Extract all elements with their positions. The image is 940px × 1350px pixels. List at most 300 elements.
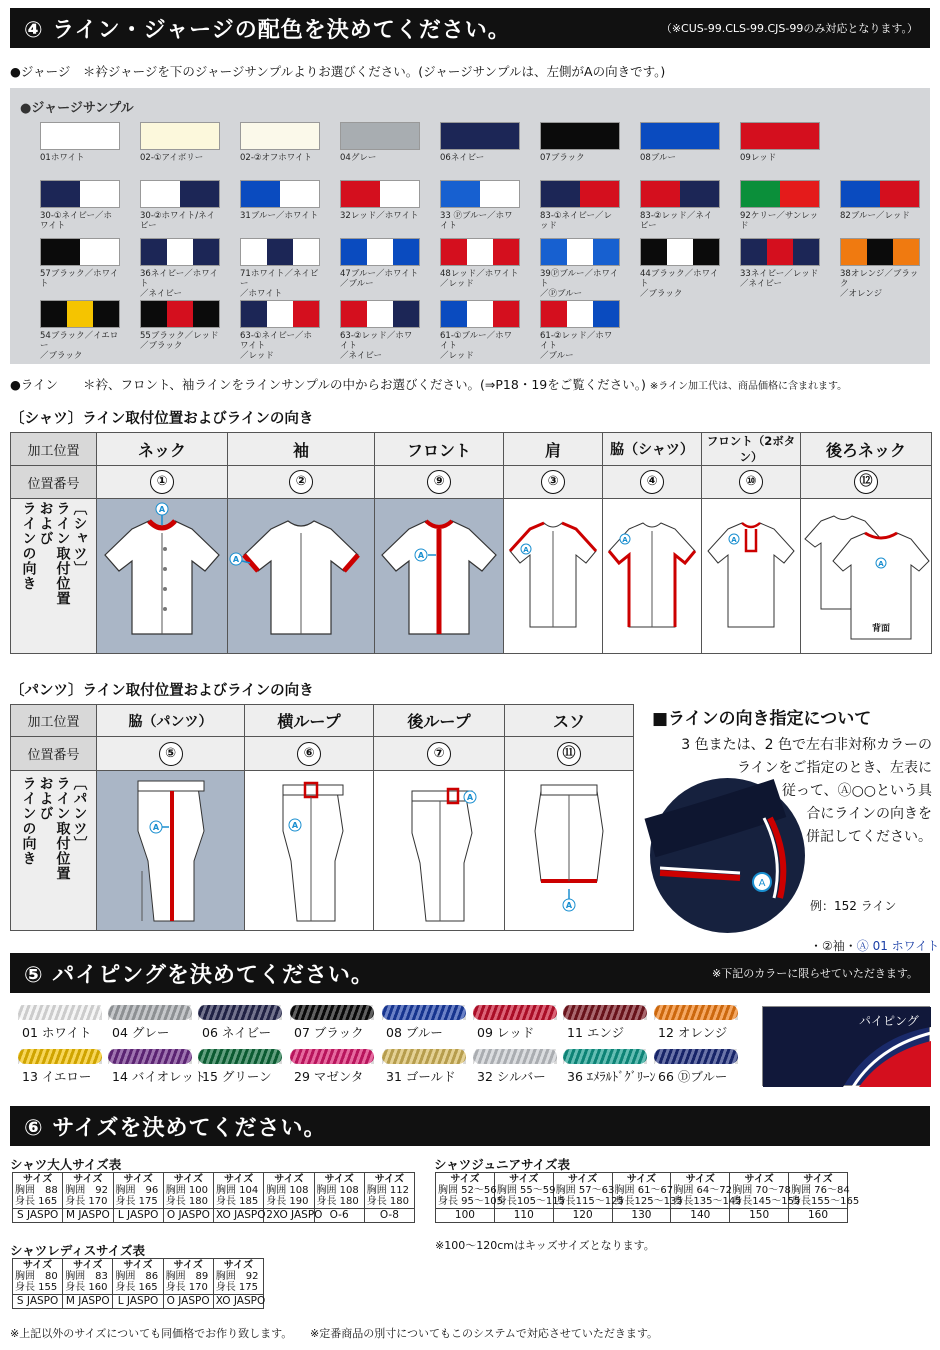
jersey-swatch[interactable] xyxy=(640,122,720,163)
section5-title: ⑤ パイピングを決めてください。 xyxy=(24,962,374,988)
size-chest: 胸囲 61～67 xyxy=(614,1185,674,1196)
piping-label: 14 バイオレット xyxy=(112,1069,207,1084)
pants-backloop-illustration xyxy=(374,771,505,931)
size-chest: 胸囲 57～63 xyxy=(555,1185,615,1196)
jersey-swatch-stripe xyxy=(241,123,319,149)
size-heading: サイズ xyxy=(73,1260,103,1271)
jersey-swatch-color xyxy=(340,122,420,150)
size-code[interactable]: L JASPO xyxy=(113,1295,163,1309)
shirt-h1: 加工位置 xyxy=(11,433,97,466)
pants-num-2 xyxy=(374,737,505,771)
piping-rope xyxy=(473,1049,557,1064)
jersey-swatch-stripe xyxy=(541,239,567,265)
size-heading: サイズ xyxy=(123,1260,153,1271)
piping-option[interactable] xyxy=(290,1049,374,1085)
piping-rope xyxy=(563,1005,647,1020)
size-chest: 胸囲 89 xyxy=(165,1271,209,1282)
jersey-swatch-color xyxy=(740,180,820,208)
jersey-swatch-color xyxy=(840,180,920,208)
back-label: 背面 xyxy=(871,624,891,634)
shirt-col-3: 肩 xyxy=(504,433,603,466)
jersey-swatch-stripe xyxy=(841,181,880,207)
jersey-swatch[interactable] xyxy=(40,180,120,231)
jersey-swatch-color xyxy=(740,122,820,150)
jersey-swatch[interactable] xyxy=(540,300,620,361)
svg-text:A: A xyxy=(523,546,529,554)
jersey-swatch-label: 31ブルー／ホワイト xyxy=(240,211,319,221)
piping-rope xyxy=(654,1049,738,1064)
jersey-swatch-label: 83‐②レッド／ネイビー xyxy=(640,211,713,231)
shirt-side-text: 〔シャツ〕 ライン取付位置 および ラインの向き xyxy=(20,501,88,606)
jersey-swatch-stripe xyxy=(893,239,919,265)
size-heading: サイズ xyxy=(173,1174,203,1185)
shirt-col-1: 袖 xyxy=(228,433,375,466)
svg-text:A: A xyxy=(466,793,474,802)
shirt-col-2: フロント xyxy=(375,433,504,466)
jersey-swatch-color xyxy=(140,238,220,266)
piping-label: 32 シルバー xyxy=(477,1069,546,1084)
jersey-swatch[interactable] xyxy=(440,300,520,361)
jersey-swatch-stripe xyxy=(267,301,293,327)
line-note: ※ライン加工代は、商品価格に含まれます。 xyxy=(649,381,848,392)
size-heading: サイズ xyxy=(568,1174,598,1185)
jersey-swatch-color xyxy=(440,180,520,208)
jersey-swatch-stripe xyxy=(867,239,893,265)
piping-label: 15 グリーン xyxy=(202,1069,272,1084)
jersey-swatch-color xyxy=(540,122,620,150)
svg-text:A: A xyxy=(417,551,425,560)
size-code[interactable]: O JASPO xyxy=(163,1295,213,1309)
jersey-swatch-label: 02‐①アイボリー xyxy=(140,153,204,163)
piping-label: 36 ｴﾒﾗﾙﾄﾞｸﾞﾘｰﾝ xyxy=(567,1069,656,1084)
jersey-swatch[interactable] xyxy=(840,180,920,221)
jersey-swatch-stripe xyxy=(380,181,419,207)
shirt-col-4: 脇（シャツ） xyxy=(603,433,702,466)
size-height: 身長 180 xyxy=(366,1196,410,1207)
pants-num-3-text: ⑪ xyxy=(557,742,581,766)
size-code[interactable]: 120 xyxy=(553,1209,612,1223)
piping-option[interactable] xyxy=(473,1049,557,1085)
size-code[interactable]: 130 xyxy=(612,1209,671,1223)
shirt-neck-illustration xyxy=(97,499,228,654)
pants-side-label xyxy=(11,771,97,931)
size-heading: サイズ xyxy=(223,1260,253,1271)
jersey-swatch-stripe xyxy=(41,181,80,207)
jersey-swatch-stripe xyxy=(641,239,667,265)
jersey-swatch[interactable] xyxy=(740,180,820,231)
size-height: 身長155～165 xyxy=(791,1196,860,1207)
jersey-swatch-label: 61‐②レッド／ホワイト ／ブルー xyxy=(540,331,613,361)
jersey-swatch-color xyxy=(40,180,120,208)
jersey-swatch[interactable] xyxy=(440,122,520,163)
shirt-num-5 xyxy=(702,466,801,499)
shirt-col-5: フロント（2ボタン） xyxy=(702,433,801,466)
jersey-swatch[interactable] xyxy=(240,122,320,163)
pants-col-2: 後ループ xyxy=(374,705,505,737)
shirt-num-0-text: ① xyxy=(150,470,174,494)
footnote-1: ※上記以外のサイズについても同価格でお作り致します。 xyxy=(10,1327,293,1340)
jersey-swatch-color xyxy=(140,300,220,328)
jersey-swatch-stripe xyxy=(141,181,180,207)
jersey-swatch-stripe xyxy=(741,239,767,265)
jersey-swatch-label: 63‐①ネイビー／ホワイト ／レッド xyxy=(240,331,312,361)
pants-num-1 xyxy=(245,737,374,771)
jersey-swatch-stripe xyxy=(667,239,693,265)
jersey-swatch-stripe xyxy=(441,301,467,327)
size-cell xyxy=(213,1259,263,1295)
jersey-swatch-color xyxy=(440,238,520,266)
size-cell xyxy=(13,1259,63,1295)
jersey-swatch[interactable] xyxy=(840,238,920,299)
jersey-swatch[interactable] xyxy=(240,300,320,361)
jersey-swatch[interactable] xyxy=(40,122,120,163)
size-cell xyxy=(494,1173,566,1209)
pants-position-table xyxy=(10,704,634,931)
pants-col-3: スソ xyxy=(505,705,634,737)
piping-rope xyxy=(18,1049,102,1064)
svg-text:A: A xyxy=(152,823,159,832)
jersey-swatch[interactable] xyxy=(540,180,620,231)
size-code[interactable]: M JASPO xyxy=(63,1209,113,1223)
shirt-shoulder-illustration xyxy=(504,499,603,654)
piping-label: 66 Ⓓブルー xyxy=(658,1069,728,1084)
size-cell xyxy=(553,1173,624,1209)
jersey-swatch-stripe xyxy=(280,181,319,207)
piping-option[interactable] xyxy=(563,1005,647,1041)
jersey-swatch-color xyxy=(40,238,120,266)
piping-rope xyxy=(654,1005,738,1020)
jersey-swatch[interactable] xyxy=(740,238,820,289)
adult-size-title: シャツ大人サイズ表 xyxy=(10,1157,122,1172)
piping-rope xyxy=(108,1005,192,1020)
shirt-position-table xyxy=(10,432,932,654)
jersey-swatch[interactable] xyxy=(640,238,720,299)
svg-text:A: A xyxy=(291,821,299,830)
jersey-swatch-color xyxy=(740,238,820,266)
jersey-swatch[interactable] xyxy=(440,238,520,289)
jersey-swatch-stripe xyxy=(793,239,819,265)
size-cell xyxy=(612,1173,683,1209)
size-code[interactable]: 110 xyxy=(494,1209,553,1223)
piping-label: 31 ゴールド xyxy=(386,1069,456,1084)
size-height: 身長 190 xyxy=(266,1196,309,1207)
jersey-swatch-color xyxy=(540,238,620,266)
pants-num-0-text: ⑤ xyxy=(159,742,183,766)
piping-option[interactable] xyxy=(18,1049,102,1085)
piping-option[interactable] xyxy=(473,1005,557,1041)
size-chest: 胸囲 55～59 xyxy=(496,1185,556,1196)
size-height: 身長135～145 xyxy=(673,1196,742,1207)
piping-rope xyxy=(198,1049,282,1064)
size-code[interactable]: O JASPO xyxy=(163,1209,213,1223)
jersey-swatch-label: 55ブラック／レッド ／ブラック xyxy=(140,331,219,351)
jersey-swatch-color xyxy=(340,300,420,328)
svg-text:A: A xyxy=(158,505,166,514)
jersey-swatch-label: 33 Ⓟブルー／ホワイト xyxy=(440,211,513,231)
size-cell xyxy=(113,1173,163,1209)
size-cell xyxy=(314,1173,364,1209)
pants-num-0 xyxy=(97,737,245,771)
jersey-swatch-label: 04グレー xyxy=(340,153,377,163)
jersey-swatch-color xyxy=(640,238,720,266)
svg-text:A: A xyxy=(731,536,737,544)
piping-option[interactable] xyxy=(382,1049,466,1085)
jersey-swatch-stripe xyxy=(193,239,219,265)
piping-option[interactable] xyxy=(198,1005,282,1041)
jersey-swatch-stripe xyxy=(467,301,493,327)
jersey-swatch-stripe xyxy=(741,123,819,149)
svg-text:A: A xyxy=(878,560,884,568)
jersey-swatch-stripe xyxy=(593,239,619,265)
piping-label: 12 オレンジ xyxy=(658,1025,728,1040)
size-height: 身長 95～105 xyxy=(438,1196,503,1207)
size-chest: 胸囲 52～56 xyxy=(438,1185,497,1196)
piping-option[interactable] xyxy=(654,1005,738,1041)
piping-rope xyxy=(382,1005,466,1020)
jersey-swatch-color xyxy=(40,122,120,150)
jersey-swatch-color xyxy=(440,122,520,150)
size-heading: サイズ xyxy=(803,1174,833,1185)
piping-label: 06 ネイビー xyxy=(202,1025,272,1040)
jersey-swatch[interactable] xyxy=(340,300,420,361)
jersey-swatch-label: 48レッド／ホワイト ／レッド xyxy=(440,269,519,289)
size-heading: サイズ xyxy=(509,1174,539,1185)
piping-option[interactable] xyxy=(290,1005,374,1041)
svg-text:A: A xyxy=(622,536,628,544)
jersey-swatch-color xyxy=(840,238,920,266)
size-chest: 胸囲 80 xyxy=(15,1271,58,1282)
jersey-swatch[interactable] xyxy=(40,300,120,361)
jersey-swatch-stripe xyxy=(41,239,80,265)
jersey-swatch[interactable] xyxy=(140,122,220,163)
jersey-swatch-stripe xyxy=(167,239,193,265)
size-chest: 胸囲 70～78 xyxy=(732,1185,791,1196)
size-height: 身長 160 xyxy=(65,1282,108,1293)
piping-option[interactable] xyxy=(654,1049,738,1085)
jersey-swatch-stripe xyxy=(741,181,780,207)
size-cell xyxy=(63,1173,113,1209)
jersey-swatch[interactable] xyxy=(340,238,420,289)
section6-title: ⑥ サイズを決めてください。 xyxy=(24,1115,327,1141)
direction-example-2a: ・②袖・ xyxy=(810,939,857,953)
jersey-swatch-label: 08ブルー xyxy=(640,153,676,163)
jersey-swatch-color xyxy=(140,122,220,150)
jersey-swatch-stripe xyxy=(767,239,793,265)
jersey-swatch-stripe xyxy=(541,123,619,149)
pants-table-title: 〔パンツ〕ライン取付位置およびラインの向き xyxy=(10,683,314,699)
piping-option[interactable] xyxy=(18,1005,102,1041)
size-chest: 胸囲 83 xyxy=(65,1271,108,1282)
jersey-swatch-stripe xyxy=(193,301,219,327)
size-code[interactable]: S JASPO xyxy=(13,1209,63,1223)
jersey-swatch-stripe xyxy=(580,181,619,207)
size-height: 身長 170 xyxy=(65,1196,108,1207)
jersey-swatch-stripe xyxy=(80,239,119,265)
jersey-swatch[interactable] xyxy=(540,238,620,299)
jersey-swatch-label: 44ブラック／ホワイト ／ブラック xyxy=(640,269,719,299)
piping-rope xyxy=(382,1049,466,1064)
jersey-swatch-stripe xyxy=(93,301,119,327)
shirt-num-3-text: ③ xyxy=(541,470,565,494)
svg-text:A: A xyxy=(758,878,766,889)
size-code[interactable]: 140 xyxy=(671,1209,730,1223)
shirt-side-illustration xyxy=(603,499,702,654)
size-code[interactable]: XO JASPO xyxy=(214,1209,264,1223)
jersey-swatch-stripe xyxy=(141,239,167,265)
size-code[interactable]: 160 xyxy=(789,1209,848,1223)
section5-header xyxy=(10,953,930,993)
jersey-swatch-label: 33ネイビー／レッド ／ネイビー xyxy=(740,269,819,289)
size-heading: サイズ xyxy=(374,1174,404,1185)
jersey-swatch[interactable] xyxy=(440,180,520,231)
size-heading: サイズ xyxy=(744,1174,774,1185)
jersey-sample-panel xyxy=(10,88,930,364)
jersey-swatch-stripe xyxy=(567,301,593,327)
jersey-swatch-color xyxy=(240,238,320,266)
piping-label: 08 ブルー xyxy=(386,1025,443,1040)
jersey-swatch-stripe xyxy=(880,181,919,207)
shirt-num-5-text: ⑩ xyxy=(739,470,763,494)
jersey-swatch-label: 92ケリー／サンレッド xyxy=(740,211,819,231)
piping-rope xyxy=(108,1049,192,1064)
jersey-swatch-color xyxy=(640,180,720,208)
section4-header xyxy=(10,8,930,48)
jersey-swatch-stripe xyxy=(241,181,280,207)
size-height: 身長 180 xyxy=(316,1196,359,1207)
size-height: 身長 180 xyxy=(165,1196,209,1207)
direction-body: 3 色または、2 色で左右非対称カラーの ラインをご指定のとき、左表に 従って、Ⓐ○○という具 合にラインの向きを 併記してください。 xyxy=(681,737,932,845)
size-chest: 胸囲 112 xyxy=(366,1185,410,1196)
pants-num-3 xyxy=(505,737,634,771)
junior-size-table xyxy=(435,1172,860,1223)
shirt-num-4 xyxy=(603,466,702,499)
piping-option[interactable] xyxy=(108,1049,207,1085)
piping-photo-label: パイピング xyxy=(859,1014,919,1028)
jersey-swatch-stripe xyxy=(541,181,580,207)
jersey-swatch-stripe xyxy=(393,239,419,265)
jersey-swatch-label: 06ネイビー xyxy=(440,153,485,163)
jersey-swatch-color xyxy=(440,300,520,328)
size-height: 身長105～115 xyxy=(496,1196,566,1207)
jersey-swatch-stripe xyxy=(267,239,293,265)
jersey-swatch-stripe xyxy=(641,123,719,149)
piping-label: 01 ホワイト xyxy=(22,1025,92,1040)
jersey-swatch[interactable] xyxy=(740,122,820,163)
jersey-swatch-stripe xyxy=(167,301,193,327)
piping-photo xyxy=(762,1006,930,1086)
jersey-swatch-color xyxy=(640,122,720,150)
section5-note: ※下記のカラーに限らせていただきます。 xyxy=(711,967,918,980)
size-cell xyxy=(264,1173,314,1209)
size-cell xyxy=(730,1173,801,1209)
ladies-size-table xyxy=(12,1258,264,1309)
pants-num-2-text: ⑦ xyxy=(427,742,451,766)
jersey-swatch[interactable] xyxy=(140,180,220,231)
size-code[interactable]: 100 xyxy=(436,1209,495,1223)
piping-label: 13 イエロー xyxy=(22,1069,92,1084)
size-chest: 胸囲 100 xyxy=(165,1185,209,1196)
size-chest: 胸囲 76～84 xyxy=(791,1185,850,1196)
jersey-swatch-label: 82ブルー／レッド xyxy=(840,211,910,221)
jersey-swatch-stripe xyxy=(41,123,119,149)
pants-side-illustration xyxy=(97,771,245,931)
size-code[interactable]: S JASPO xyxy=(13,1295,63,1309)
pants-col-1: 横ループ xyxy=(245,705,374,737)
jersey-swatch-label: 09レッド xyxy=(740,153,777,163)
jersey-swatch[interactable] xyxy=(540,122,620,163)
jersey-swatch[interactable] xyxy=(140,238,220,299)
jersey-swatch[interactable] xyxy=(640,180,720,231)
size-heading: サイズ xyxy=(224,1174,254,1185)
size-code[interactable]: XO JASPO xyxy=(213,1295,263,1309)
jersey-swatch-color xyxy=(40,300,120,328)
section4-title: ④ ライン・ジャージの配色を決めてください。 xyxy=(24,17,511,43)
shirt-table-title: 〔シャツ〕ライン取付位置およびラインの向き xyxy=(10,411,314,427)
adult-size-table xyxy=(12,1172,415,1223)
jersey-swatch-stripe xyxy=(567,239,593,265)
svg-text:A: A xyxy=(232,555,240,564)
pants-hem-illustration xyxy=(505,771,634,931)
size-height: 身長 165 xyxy=(15,1196,58,1207)
size-heading: サイズ xyxy=(22,1260,53,1271)
section4-note: （※CUS-99.CLS-99.CJS-99のみ対応となります。） xyxy=(660,22,918,35)
size-code[interactable]: 2XO JASPO xyxy=(264,1209,314,1223)
jersey-swatch[interactable] xyxy=(340,180,420,221)
size-cell xyxy=(671,1173,742,1209)
size-code[interactable]: L JASPO xyxy=(113,1209,163,1223)
shirt-front-illustration xyxy=(375,499,504,654)
direction-example-1: 例：152 ライン xyxy=(810,899,897,913)
pants-num-1-text: ⑥ xyxy=(297,742,321,766)
size-code[interactable]: 150 xyxy=(730,1209,789,1223)
line-instruction-text: ●ライン ＊衿、フロント、袖ラインをラインサンプルの中からお選びください。(⇒P18・19をご覧ください。) xyxy=(10,377,646,392)
piping-option[interactable] xyxy=(563,1049,656,1085)
size-cell xyxy=(364,1173,414,1209)
jersey-swatch-stripe xyxy=(467,239,493,265)
jersey-sample-title: ●ジャージサンプル xyxy=(20,101,134,116)
jersey-swatch-label: 07ブラック xyxy=(540,153,585,163)
size-chest: 胸囲 92 xyxy=(215,1271,259,1282)
jersey-swatch[interactable] xyxy=(240,180,320,221)
piping-option[interactable] xyxy=(108,1005,192,1041)
size-height: 身長115～125 xyxy=(555,1196,624,1207)
size-height: 身長 175 xyxy=(115,1196,158,1207)
size-heading: サイズ xyxy=(73,1174,103,1185)
jersey-swatch[interactable] xyxy=(40,238,120,289)
pants-col-0: 脇（パンツ） xyxy=(97,705,245,737)
size-heading: サイズ xyxy=(324,1174,354,1185)
piping-option[interactable] xyxy=(198,1049,282,1085)
jersey-swatch[interactable] xyxy=(140,300,220,351)
piping-label: 09 レッド xyxy=(477,1025,535,1040)
jersey-swatch[interactable] xyxy=(240,238,320,299)
direction-title: ■ラインの向き指定について xyxy=(652,709,872,729)
jersey-swatch-stripe xyxy=(241,301,267,327)
size-code[interactable]: M JASPO xyxy=(63,1295,113,1309)
jersey-swatch-label: 54ブラック／イエロー ／ブラック xyxy=(40,331,119,361)
size-code[interactable]: O-8 xyxy=(364,1209,414,1223)
jersey-swatch-stripe xyxy=(180,181,219,207)
footnote-2: ※定番商品の別寸についてもこのシステムで対応させていただきます。 xyxy=(310,1327,659,1340)
size-height: 身長145～155 xyxy=(732,1196,801,1207)
jersey-swatch-stripe xyxy=(493,239,519,265)
size-code[interactable]: O-6 xyxy=(314,1209,364,1223)
jersey-swatch-color xyxy=(140,180,220,208)
jersey-swatch[interactable] xyxy=(340,122,420,163)
jersey-swatch-stripe xyxy=(393,301,419,327)
jersey-swatch-color xyxy=(340,180,420,208)
piping-option[interactable] xyxy=(382,1005,466,1041)
